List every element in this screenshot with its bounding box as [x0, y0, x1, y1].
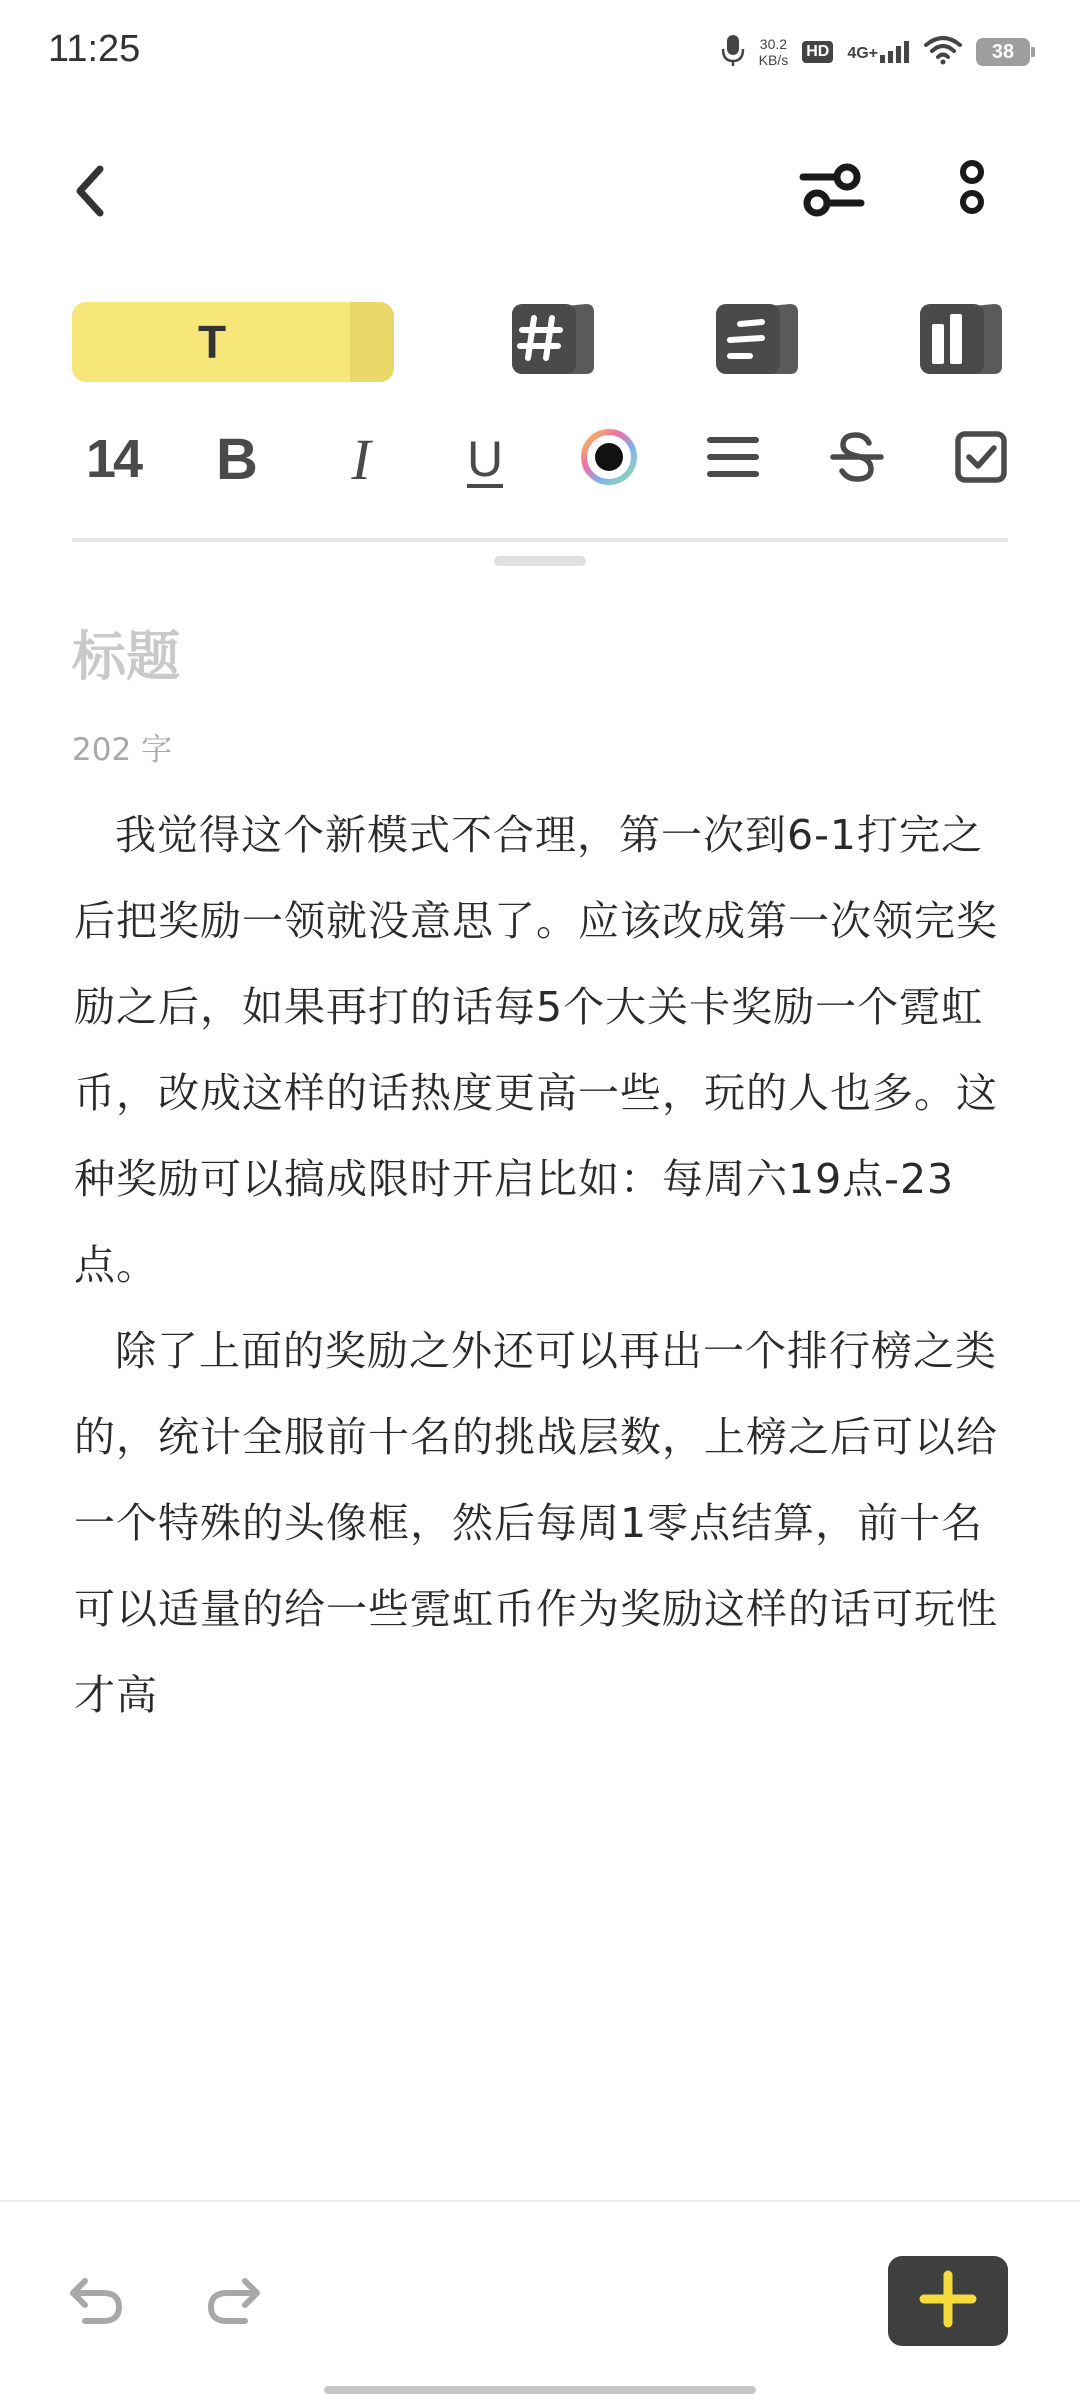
plus-icon	[918, 2269, 978, 2333]
cellular-signal-icon	[847, 41, 910, 63]
note-body-editor[interactable]	[74, 792, 1014, 1738]
note-title-input[interactable]: 标题	[72, 625, 180, 688]
bottom-bar-divider	[0, 2200, 1080, 2202]
word-count: 202 字	[72, 732, 173, 768]
hd-badge: HD	[802, 41, 833, 63]
align-button[interactable]	[692, 418, 774, 500]
settings-button[interactable]	[796, 152, 868, 232]
note-paragraph: 除了上面的奖励之外还可以再出一个排行榜之类的，统计全服前十名的挑战层数，上榜之后可以给一个特殊的头像框，然后每周1零点结算，前十名可以适量的给一些霓虹币作为奖励这样的话可玩性才高	[74, 1327, 998, 1719]
mode-tab-layout[interactable]	[918, 300, 1004, 376]
status-time: 11:25	[48, 28, 141, 70]
sliders-icon	[797, 155, 867, 229]
add-button[interactable]	[888, 2256, 1008, 2346]
text-color-button[interactable]	[568, 418, 650, 500]
toolbar-divider	[72, 538, 1008, 542]
wifi-icon	[924, 35, 962, 69]
redo-icon	[203, 2269, 263, 2333]
redo-button[interactable]	[200, 2264, 266, 2338]
mode-tab-list[interactable]	[714, 300, 800, 376]
checkbox-icon	[954, 430, 1008, 488]
network-speed-unit: KB/s	[758, 52, 789, 68]
mode-tab-text[interactable]	[72, 302, 394, 382]
drag-handle[interactable]	[494, 556, 586, 566]
status-icons	[721, 30, 1030, 74]
checklist-button[interactable]	[940, 418, 1022, 500]
network-speed-value: 30.2	[759, 36, 788, 52]
network-type-label: 4G+	[847, 45, 878, 62]
gesture-navigation-bar[interactable]	[324, 2386, 756, 2394]
undo-button[interactable]	[64, 2264, 130, 2338]
network-speed	[759, 36, 789, 68]
note-paragraph: 我觉得这个新模式不合理，第一次到6-1打完之后把奖励一领就没意思了。应该改成第一次领完奖励之后，如果再打的话每5个大关卡奖励一个霓虹币，改成这样的话热度更高一些，玩的人也多。这种奖励可以搞成限时开启比如：每周六19点-23点。	[74, 811, 998, 1289]
strikethrough-icon	[829, 429, 885, 489]
color-wheel-icon	[579, 427, 639, 491]
hashtag-icon	[510, 361, 596, 380]
bold-button[interactable]: B	[216, 426, 258, 492]
align-justify-icon	[706, 434, 760, 484]
status-bar	[0, 0, 1080, 100]
strikethrough-button[interactable]	[816, 418, 898, 500]
more-button[interactable]	[944, 152, 1000, 232]
underline-button[interactable]: U	[466, 431, 504, 487]
layout-columns-icon	[918, 361, 1004, 380]
list-lines-icon	[714, 361, 800, 380]
microphone-icon	[721, 33, 745, 71]
undo-icon	[67, 2269, 127, 2333]
mode-tab-tags[interactable]	[510, 300, 596, 376]
font-size-button[interactable]: 14	[85, 429, 141, 489]
more-vertical-icon	[957, 158, 987, 226]
italic-button[interactable]: I	[351, 426, 371, 492]
back-button[interactable]	[60, 158, 120, 228]
mode-tab-text-label: T	[72, 302, 352, 382]
format-toolbar	[72, 418, 1008, 500]
battery-icon: 38	[976, 38, 1030, 66]
chevron-left-icon	[70, 161, 110, 225]
